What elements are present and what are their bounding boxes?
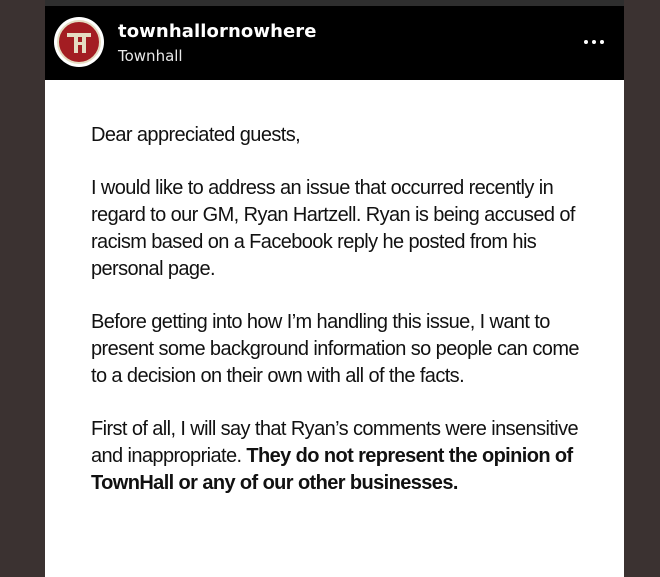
- letter-paragraph-1: I would like to address an issue that occurred recently in regard to our GM, Ryan Hartzell. Ryan is being accused of racism based on a Facebook reply he posted from his personal page.: [91, 177, 575, 280]
- letter-greeting: Dear appreciated guests,: [91, 124, 301, 146]
- post-frame: [45, 0, 624, 577]
- letter-paragraph-2: Before getting into how I’m handling this issue, I want to present some background information so people can come to a decision on their own with all of the facts.: [91, 311, 579, 387]
- account-username[interactable]: townhallornowhere: [118, 21, 317, 42]
- letter-paragraph-3: [91, 416, 591, 497]
- paragraph-3-text: First of all, I will say that Ryan’s comments were insensitive and inappropriate.: [91, 418, 579, 467]
- more-options-icon[interactable]: [582, 32, 606, 52]
- paragraph-3-bold-text: They do not represent the opinion of TownHall or any of our other businesses.: [91, 445, 573, 494]
- letter-content: [91, 122, 591, 523]
- townhall-logo-icon: [57, 20, 101, 64]
- avatar[interactable]: [54, 17, 104, 67]
- post-header: [45, 6, 624, 80]
- account-subtitle[interactable]: Townhall: [118, 47, 183, 65]
